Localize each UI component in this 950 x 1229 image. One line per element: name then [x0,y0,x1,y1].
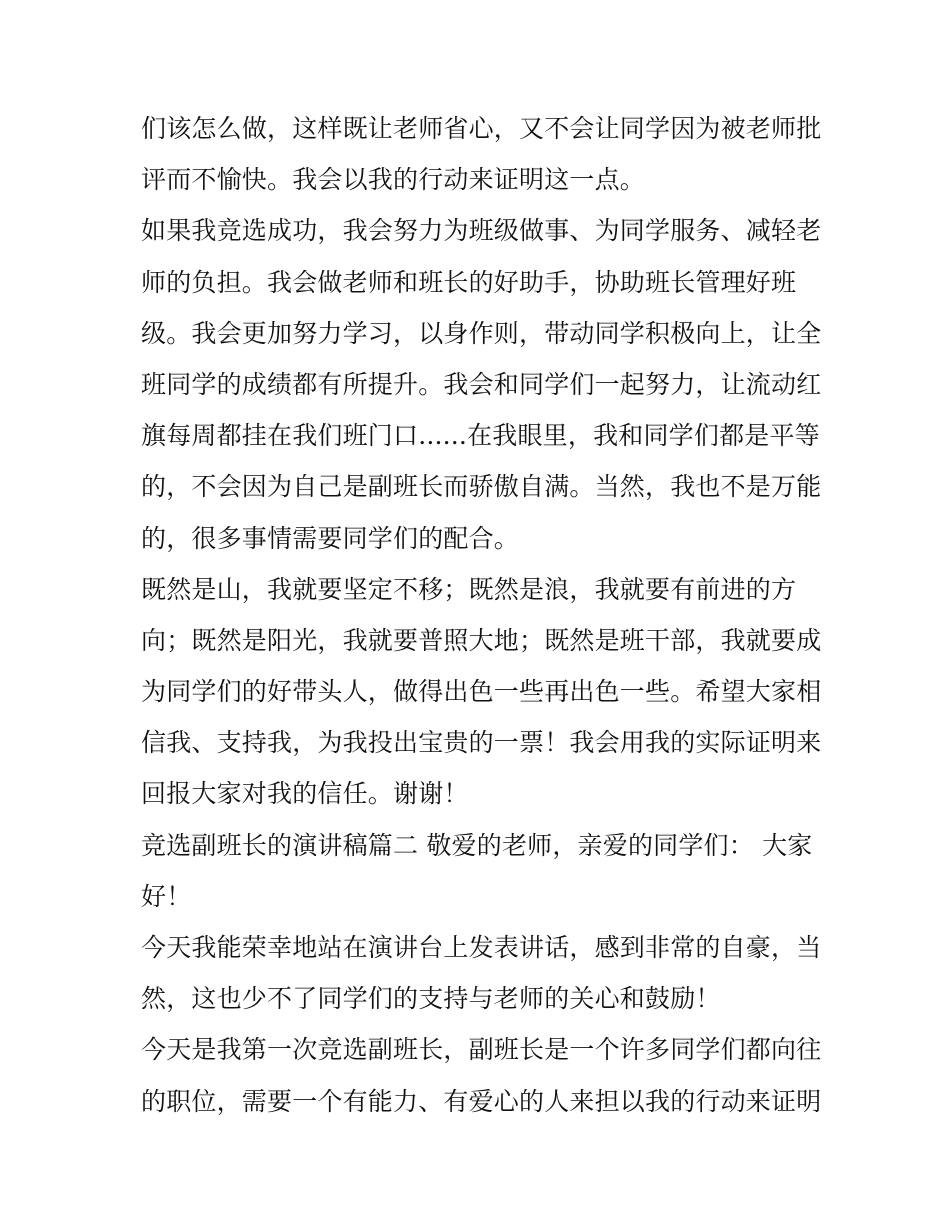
text-line: 级。我会更加努力学习，以身作则，带动同学积极向上，让全 [141,318,822,348]
text-line: 的职位，需要一个有能力、有爱心的人来担以我的行动来证明 [141,1086,822,1116]
text-line: 如果我竞选成功，我会努力为班级做事、为同学服务、减轻老 [141,216,822,246]
text-line: 回报大家对我的信任。谢谢！ [141,779,469,809]
text-line: 为同学们的好带头人，做得出色一些再出色一些。希望大家相 [141,677,822,707]
section-heading-line: 竞选副班长的演讲稿篇二 敬爱的老师，亲爱的同学们： 大家 [141,830,813,860]
text-line: 今天是我第一次竞选副班长，副班长是一个许多同学们都向往 [141,1035,822,1065]
text-line: 信我、支持我，为我投出宝贵的一票！我会用我的实际证明来 [141,728,822,758]
text-line: 班同学的成绩都有所提升。我会和同学们一起努力，让流动红 [141,369,822,399]
text-line: 向；既然是阳光，我就要普照大地；既然是班干部，我就要成 [141,625,822,655]
text-line: 评而不愉快。我会以我的行动来证明这一点。 [141,165,646,195]
text-line: 师的负担。我会做老师和班长的好助手，协助班长管理好班 [141,267,797,297]
text-line: 旗每周都挂在我们班门口......在我眼里，我和同学们都是平等 [141,421,820,451]
text-line: 今天我能荣幸地站在演讲台上发表讲话，感到非常的自豪，当 [141,933,822,962]
text-line: 们该怎么做，这样既让老师省心，又不会让同学因为被老师批 [141,114,822,143]
text-line: 然，这也少不了同学们的支持与老师的关心和鼓励！ [141,984,721,1014]
text-line: 的，很多事情需要同学们的配合。 [141,523,520,553]
text-line: 的，不会因为自己是副班长而骄傲自满。当然，我也不是万能 [141,472,822,502]
text-line: 好！ [141,881,192,911]
text-line: 既然是山，我就要坚定不移；既然是浪，我就要有前进的方 [141,574,797,604]
document-body [141,103,821,1127]
